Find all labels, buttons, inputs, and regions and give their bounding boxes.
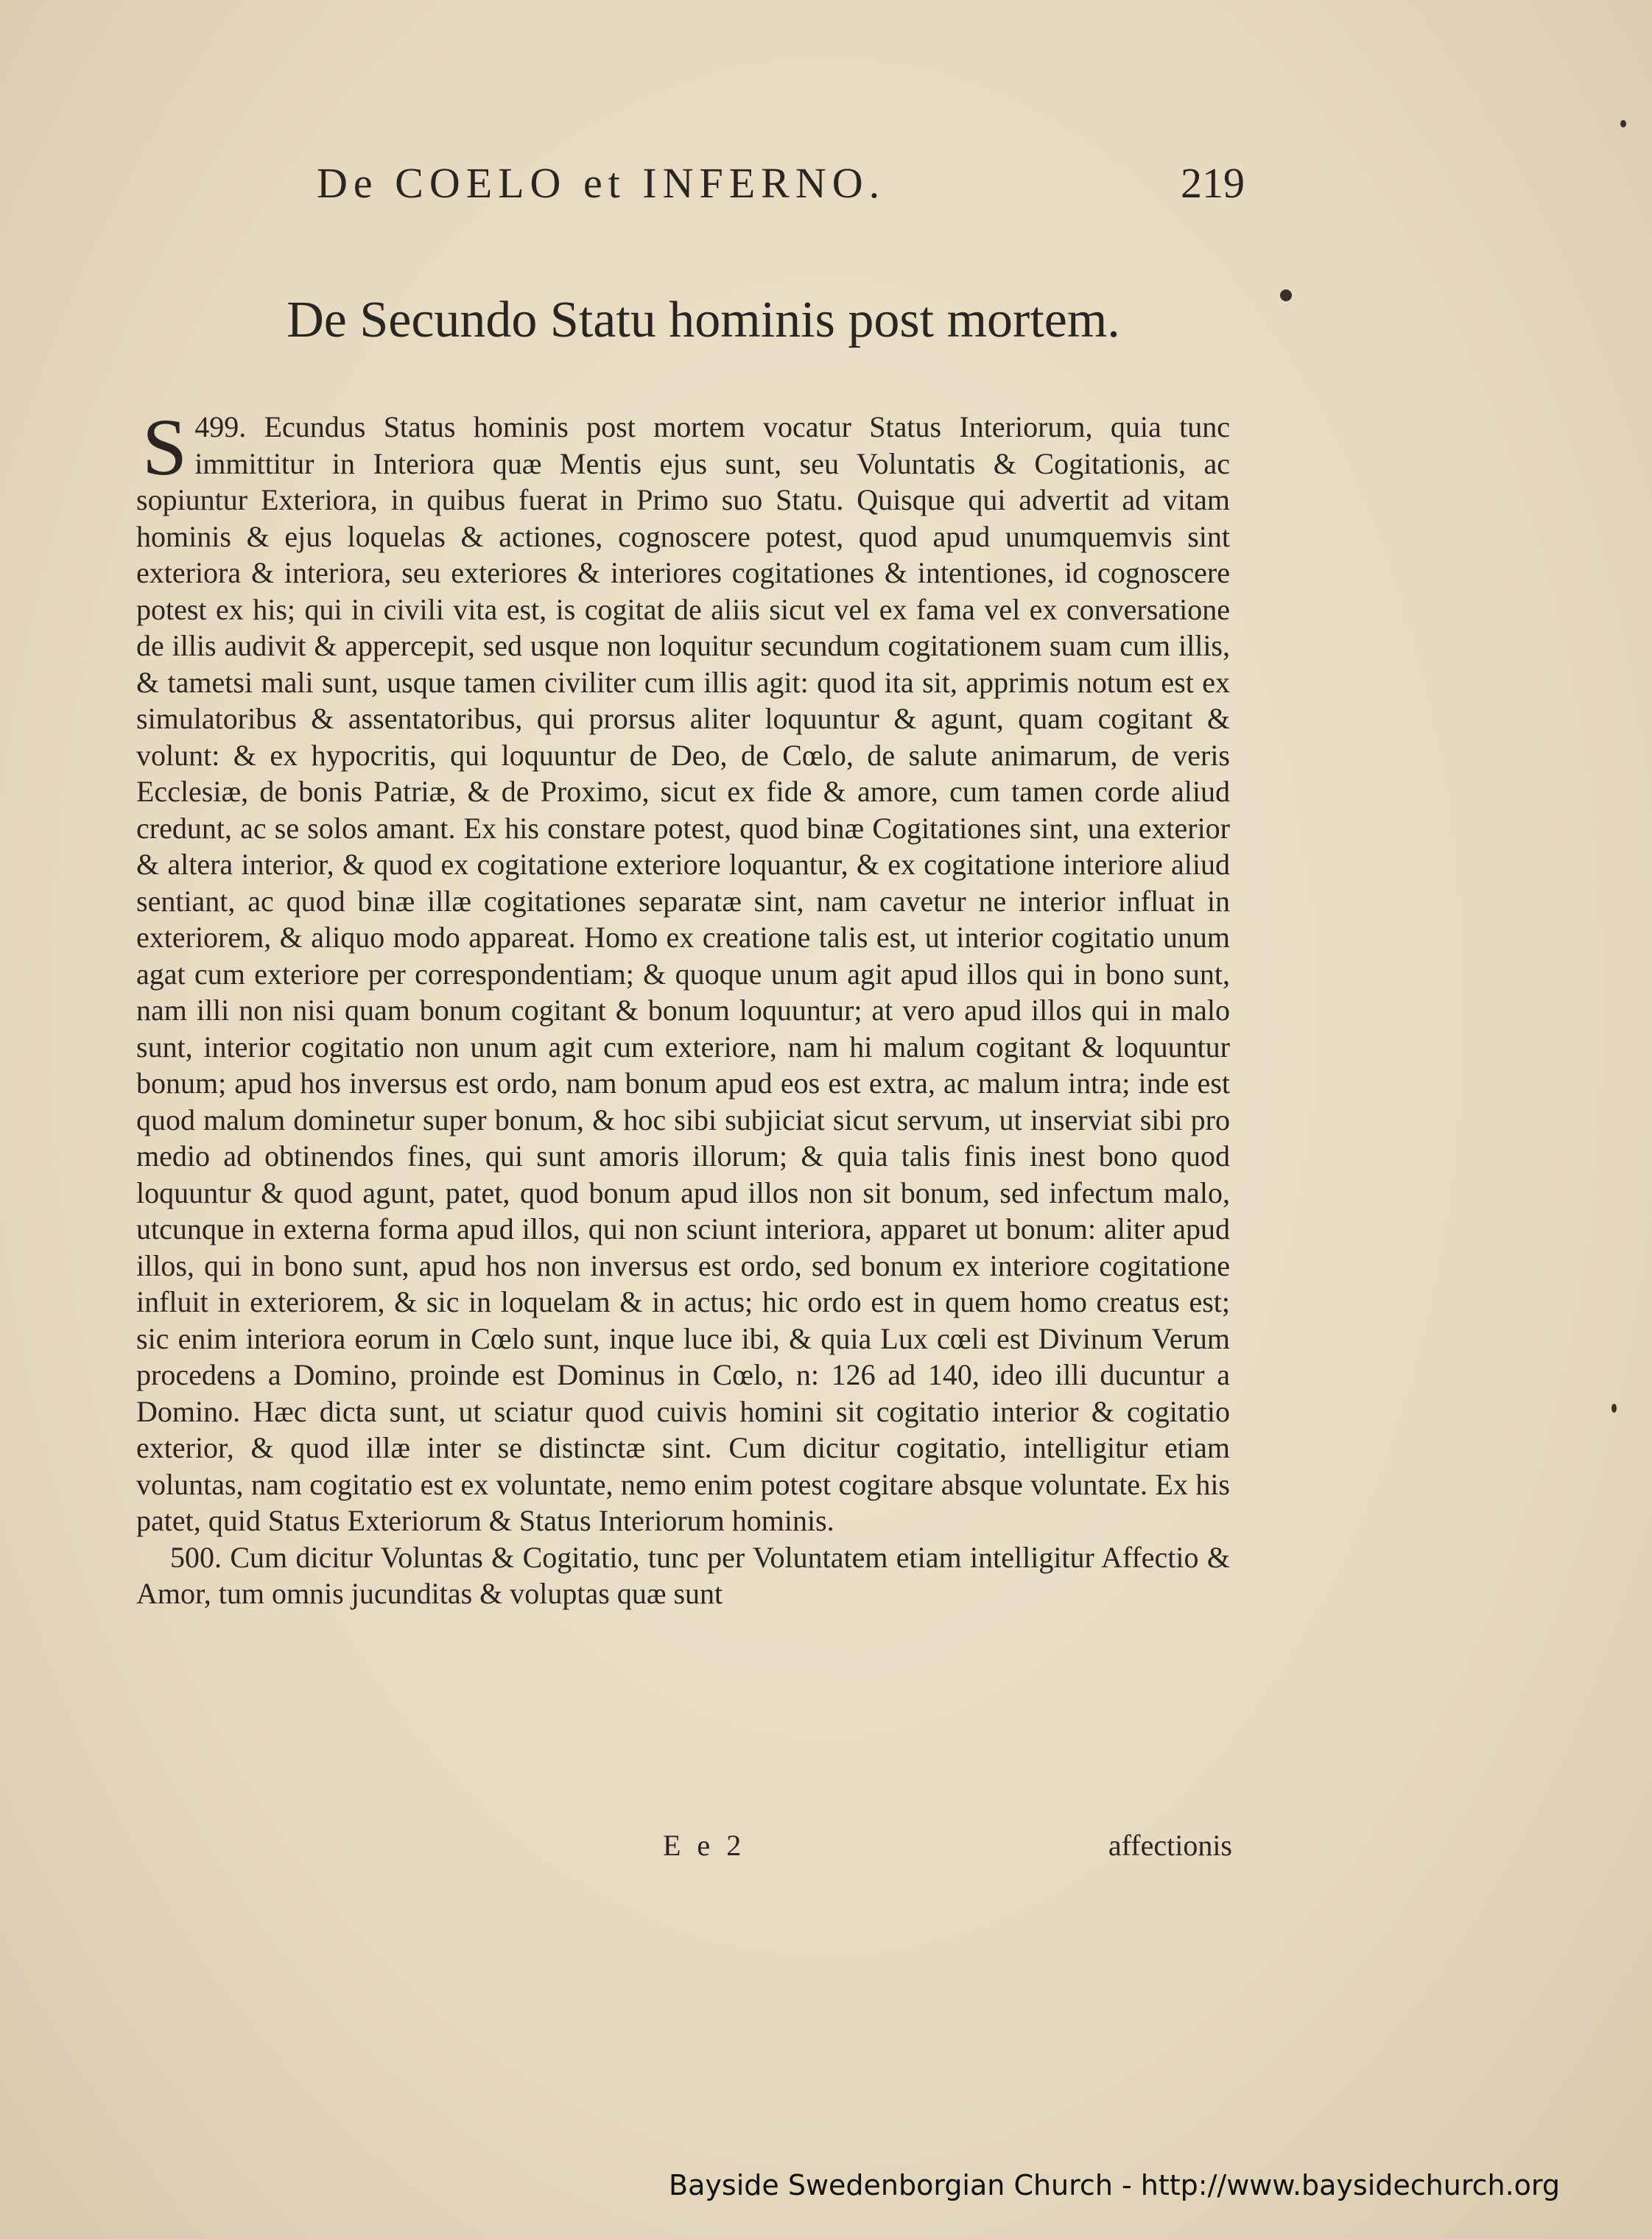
paragraph-500 (136, 1539, 1230, 1612)
paragraph-text: Cum dicitur Voluntas & Cogitatio, tunc per Voluntatem etiam intelligitur Affectio & Amor, tum omnis jucunditas & voluptas quæ sunt (136, 1540, 1231, 1610)
body-text (136, 402, 1231, 1612)
section-title: De Secundo Statu hominis post mortem. (287, 292, 1120, 348)
signature-mark: E e 2 (663, 1829, 746, 1862)
ink-speck (1620, 120, 1626, 127)
ink-speck (1280, 289, 1292, 301)
page-number: 219 (1181, 159, 1245, 207)
paragraph-499 (136, 402, 1230, 1539)
running-title: De COELO et INFERNO. (317, 159, 886, 207)
paragraph-number: 499. (194, 410, 247, 443)
paragraph-number: 500. (170, 1540, 222, 1574)
drop-cap: S (142, 402, 188, 492)
footer-credit: Bayside Swedenborgian Church - http://www.baysidechurch.org (669, 2169, 1560, 2201)
catchword: affectionis (1108, 1829, 1232, 1862)
ink-speck (1611, 1404, 1617, 1413)
paragraph-text: Ecundus Status hominis post mortem vocatur Status Interiorum, quia tunc immittitur in Interiora quæ Mentis ejus sunt, seu Voluntatis & Cogitationis, ac sopiuntur Exteriora, in quibus fuerat in Primo suo Statu. Quisque qui advertit ad vitam hominis & ejus loquelas & actiones, cognoscere potest, quod apud unumquemvis sint exteriora & interiora, seu exteriores & interiores cogitationes & intentiones, id cognoscere potest ex his; qui in civili vita est, is cogitat de aliis sicut vel ex fama vel ex conversatione de illis audivit & appercepit, sed usque non loquitur secundum cogitationem suam cum illis, & tametsi mali sunt, usque tamen civiliter cum illis agit: quod ita sit, apprimis notum est ex simulatoribus & assentatoribus, qui prorsus aliter loquuntur & agunt, quam cogitant & volunt: & ex hypocritis, qui loquuntur de Deo, de Cœlo, de salute animarum, de veris Ecclesiæ, de bonis Patriæ, & de Proximo, sicut ex fide & amore, cum tamen corde aliud credunt, ac se solos amant. Ex his constare potest, quod binæ Cogitationes sint, una exterior & altera interior, & quod ex cogitatione exteriore loquantur, & ex cogitatione interiore aliud sentiant, ac quod binæ illæ cogitationes separatæ sint, nam cavetur ne interior influat in exteriorem, & aliquo modo appareat. Homo ex creatione talis est, ut interior cogitatio unum agat cum exteriore per correspondentiam; & quoque unum agit apud illos qui in bono sunt, nam illi non nisi quam bonum cogitant & bonum loquuntur; at vero apud illos qui in malo sunt, interior cogitatio non unum agit cum exteriore, nam hi malum cogitant & loquuntur bonum; apud hos inversus est ordo, nam bonum apud eos est extra, ac malum intra; inde est quod malum dominetur super bonum, & hoc sibi subjiciat sicut servum, ut inserviat sibi pro medio ad obtinendos fines, qui sunt amoris illorum; & quia talis finis inest bono quod loquuntur & quod agunt, patet, quod bonum apud illos non sit bonum, sed infectum malo, utcunque in externa forma apud illos, qui non sciunt interiora, apparet ut bonum: aliter apud illos, qui in bono sunt, apud hos non inversus est ordo, sed bonum ex interiore cogitatione influit in exteriorem, & sic in loquelam & in actus; hic ordo est in quem homo creatus est; sic enim interiora eorum in Cœlo sunt, inque luce ibi, & quia Lux cœli est Divinum Verum procedens a Domino, proinde est Dominus in Cœlo, n: 126 ad 140, ideo illi ducuntur a Domino. Hæc dicta sunt, ut sciatur quod cuivis homini sit cogitatio interior & cogitatio exterior, & quod illæ inter se distinctæ sint. Cum dicitur cogitatio, intelligitur etiam voluntas, nam cogitatio est ex voluntate, nemo enim potest cogitare absque voluntate. Ex his patet, quid Status Exteriorum & Status Interiorum hominis. (136, 410, 1230, 1537)
running-header (317, 158, 1245, 210)
